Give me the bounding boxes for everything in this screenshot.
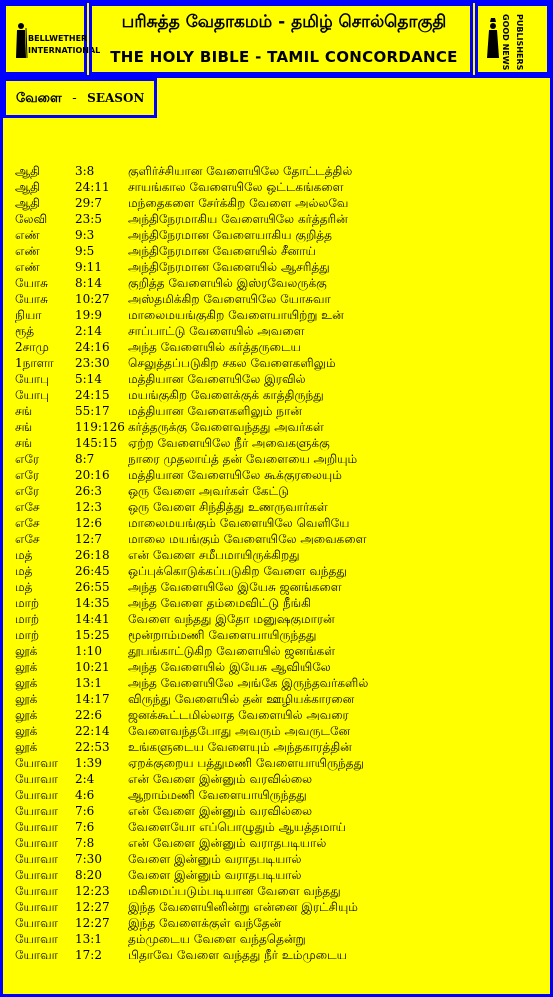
concordance-list [15,163,545,963]
entry-reference: 2:4 [75,772,95,786]
entry-reference: 8:7 [75,452,95,466]
list-item [15,195,545,211]
shepherd-icon [14,22,28,60]
entry-text: தூபங்காட்டுகிற வேளையில் ஜனங்கள் [128,644,336,658]
list-item [15,707,545,723]
entry-reference: 26:18 [75,548,110,562]
entry-text: அந்த வேளையிலே இயேசு ஜனங்களை [128,580,342,594]
list-item [15,515,545,531]
list-item [15,851,545,867]
entry-reference: 26:3 [75,484,102,498]
entry-text: அந்த வேளை தம்மைவிட்டு நீங்கி [128,596,311,610]
entry-text: வேளை வந்தது இதோ மனுஷகுமாரன் [128,612,335,626]
entry-book: எரே [15,468,40,482]
entry-text: இந்த வேளையினின்று என்னை இரட்சியும் [128,900,358,914]
entry-book: யோசு [15,276,48,290]
entry-text: என் வேளை இன்னும் வரவில்லை [128,804,313,818]
entry-book: எண் [15,228,40,242]
entry-book: 2சாமு [15,340,49,354]
list-item [15,659,545,675]
entry-text: அந்திநேரமான வேளையில் சீனாய் [128,244,316,258]
entry-book: யோவா [15,932,58,946]
entry-book: எரே [15,452,40,466]
entry-reference: 24:11 [75,180,110,194]
entry-book: யோபு [15,372,50,386]
entry-book: மாற் [15,596,40,610]
entry-text: மாலைமயங்குகிற வேளையாயிற்று உன் [128,308,344,322]
entry-book: யோவா [15,804,58,818]
list-item [15,931,545,947]
entry-reference: 24:15 [75,388,110,402]
entry-book: யோவா [15,868,58,882]
title-tamil: பரிசுத்த வேதாகமம் - தமிழ் சொல்தொகுதி [121,12,447,32]
entry-text: சாப்பாட்டு வேளையில் அவளை [128,324,305,338]
entry-book: லூக் [15,660,38,674]
entry-book: யோவா [15,948,58,962]
list-item [15,867,545,883]
entry-text: வேளையோ எப்பொழுதும் ஆயத்தமாய் [128,820,346,834]
entry-book: யோவா [15,756,58,770]
list-item [15,227,545,243]
list-item [15,323,545,339]
entry-reference: 13:1 [75,676,102,690]
list-item [15,691,545,707]
list-item [15,467,545,483]
list-item [15,899,545,915]
entry-book: எண் [15,260,40,274]
entry-reference: 7:6 [75,820,95,834]
entry-reference: 9:3 [75,228,95,242]
entry-text: மூன்றாம்மணி வேளையாயிருந்தது [128,628,317,642]
entry-text: ஏற்ற வேளையிலே நீர் அவைகளுக்கு [128,436,330,450]
entry-book: எரே [15,484,40,498]
entry-reference: 1:39 [75,756,102,770]
word-tamil: வேளை [16,91,62,106]
entry-reference: 13:1 [75,932,102,946]
title-english: THE HOLY BIBLE - TAMIL CONCORDANCE [110,48,458,66]
entry-reference: 17:2 [75,948,102,962]
entry-text: என் வேளை சமீபமாயிருக்கிறது [128,548,300,562]
list-item [15,883,545,899]
list-item [15,819,545,835]
entry-book: மாற் [15,628,40,642]
entry-text: மாலைமயங்கும் வேளையிலே வெளியே [128,516,350,530]
entry-reference: 26:55 [75,580,110,594]
list-item [15,579,545,595]
entry-text: ஏறக்குறைய பத்துமணி வேளையாயிருந்தது [128,756,364,770]
entry-reference: 9:5 [75,244,95,258]
list-item [15,499,545,515]
entry-reference: 12:6 [75,516,102,530]
entry-reference: 8:20 [75,868,102,882]
entry-book: யோபு [15,388,50,402]
entry-text: அந்திநேரமான வேளையாகிய குறித்த [128,228,332,242]
entry-book: யோவா [15,884,58,898]
entry-text: வேளை இன்னும் வராதபடியால் [128,868,302,882]
entry-text: ஒரு வேளை சிந்தித்து உணருவார்கள் [128,500,328,514]
entry-text: மயங்குகிற வேளைக்குக் காத்திருந்து [128,388,324,402]
entry-reference: 12:3 [75,500,102,514]
entry-book: எசே [15,532,40,546]
list-item [15,211,545,227]
entry-text: மகிமைப்படும்படியான வேளை வந்தது [128,884,341,898]
entry-reference: 29:7 [75,196,102,210]
logo-right-line-1: GOOD NEWS [501,14,510,71]
entry-text: ஆறாம்மணி வேளையாயிருந்தது [128,788,307,802]
entry-book: எசே [15,516,40,530]
entry-reference: 3:8 [75,164,95,178]
entry-reference: 14:41 [75,612,110,626]
entry-reference: 12:7 [75,532,102,546]
entry-reference: 7:30 [75,852,102,866]
list-item [15,243,545,259]
entry-text: மந்தைகளை சேர்க்கிற வேளை அல்லவே [128,196,349,210]
list-item [15,947,545,963]
entry-reference: 9:11 [75,260,102,274]
list-item [15,547,545,563]
word-heading [3,78,157,118]
entry-book: மத் [15,580,33,594]
entry-reference: 23:30 [75,356,110,370]
entry-text: அஸ்தமிக்கிற வேளையிலே யோசுவா [128,292,331,306]
logo-line-1: BELLWETHER [28,34,88,43]
entry-text: நாரை முதலாய்த் தன் வேளையை அறியும் [128,452,358,466]
list-item [15,371,545,387]
list-item [15,803,545,819]
entry-book: நியா [15,308,42,322]
entry-reference: 7:8 [75,836,95,850]
entry-reference: 12:27 [75,916,110,930]
entry-book: எண் [15,244,40,258]
list-item [15,307,545,323]
entry-book: யோவா [15,772,58,786]
list-item [15,275,545,291]
entry-text: மத்தியான வேளைகளிலும் நான் [128,404,302,418]
entry-text: தம்முடைய வேளை வந்ததென்று [128,932,306,946]
entry-reference: 5:14 [75,372,102,386]
entry-book: ரூத் [15,324,35,338]
entry-text: செலுத்தப்படுகிற சகல வேளைகளிலும் [128,356,336,370]
entry-reference: 23:5 [75,212,102,226]
entry-book: லேவி [15,212,48,226]
entry-book: யோவா [15,820,58,834]
entry-reference: 14:35 [75,596,110,610]
entry-book: சங் [15,404,33,418]
entry-book: ஆதி [15,180,41,194]
entry-text: அந்த வேளையில் கர்த்தருடைய [128,340,301,354]
entry-text: ஒரு வேளை அவர்கள் கேட்டு [128,484,289,498]
entry-reference: 12:23 [75,884,110,898]
list-item [15,675,545,691]
entry-text: விருந்து வேளையில் தன் ஊழியக்காரனை [128,692,355,706]
entry-book: மத் [15,548,33,562]
entry-book: லூக் [15,724,38,738]
entry-reference: 119:126 [75,420,125,434]
entry-reference: 1:10 [75,644,102,658]
entry-text: ஜனக்கூட்டமில்லாத வேளையில் அவரை [128,708,349,722]
entry-book: யோவா [15,836,58,850]
entry-book: 1நாளா [15,356,54,370]
entry-book: சங் [15,436,33,450]
entry-text: மாலை மயங்கும் வேளையிலே அவைகளை [128,532,367,546]
entry-text: மத்தியான வேளையிலே இரவில் [128,372,306,386]
list-item [15,531,545,547]
entry-text: அந்திநேரமாகிய வேளையிலே கர்த்தரின் [128,212,348,226]
list-item [15,723,545,739]
list-item [15,355,545,371]
entry-reference: 7:6 [75,804,95,818]
entry-book: லூக் [15,644,38,658]
entry-text: குளிர்ச்சியான வேளையிலே தோட்டத்தில் [128,164,353,178]
entry-text: மத்தியான வேளையிலே கூக்குரலையும் [128,468,342,482]
entry-reference: 15:25 [75,628,110,642]
entry-text: குறித்த வேளையில் இஸ்ரவேலருக்கு [128,276,327,290]
list-item [15,339,545,355]
entry-reference: 10:27 [75,292,110,306]
title-box [89,3,473,75]
entry-book: எசே [15,500,40,514]
entry-text: அந்த வேளையில் இயேசு ஆவியிலே [128,660,331,674]
entry-text: என் வேளை இன்னும் வராதபடியால் [128,836,327,850]
word-english: SEASON [87,91,145,105]
list-item [15,787,545,803]
list-item [15,835,545,851]
lamp-figure-icon [486,18,500,60]
entry-text: ஒப்புக்கொடுக்கப்படுகிற வேளை வந்தது [128,564,347,578]
entry-text: உங்களுடைய வேளையும் அந்தகாரத்தின் [128,740,352,754]
entry-text: என் வேளை இன்னும் வரவில்லை [128,772,313,786]
entry-reference: 55:17 [75,404,110,418]
entry-book: யோவா [15,852,58,866]
list-item [15,179,545,195]
entry-book: யோவா [15,900,58,914]
list-item [15,771,545,787]
list-item [15,163,545,179]
entry-reference: 20:16 [75,468,110,482]
entry-book: சங் [15,420,33,434]
list-item [15,595,545,611]
logo-line-2: INTERNATIONAL [28,46,101,55]
entry-book: லூக் [15,676,38,690]
entry-book: யோவா [15,788,58,802]
entry-book: யோசு [15,292,48,306]
list-item [15,419,545,435]
good-news-logo [475,3,550,75]
logo-right-line-2: PUBLISHERS [515,14,524,71]
entry-book: லூக் [15,708,38,722]
list-item [15,739,545,755]
list-item [15,291,545,307]
entry-text: கர்த்தருக்கு வேளைவந்தது அவர்கள் [128,420,324,434]
entry-book: லூக் [15,692,38,706]
entry-reference: 22:14 [75,724,110,738]
entry-book: ஆதி [15,164,41,178]
entry-text: இந்த வேளைக்குள் வந்தேன் [128,916,282,930]
entry-reference: 2:14 [75,324,102,338]
entry-book: மாற் [15,612,40,626]
list-item [15,483,545,499]
list-item [15,451,545,467]
entry-reference: 22:6 [75,708,102,722]
list-item [15,387,545,403]
list-item [15,611,545,627]
entry-text: வேளைவந்தபோது அவரும் அவருடனே [128,724,351,738]
entry-book: மத் [15,564,33,578]
entry-book: ஆதி [15,196,41,210]
entry-reference: 8:14 [75,276,102,290]
entry-reference: 22:53 [75,740,110,754]
bellwether-logo [3,3,101,75]
entry-reference: 12:27 [75,900,110,914]
entry-reference: 24:16 [75,340,110,354]
entry-text: வேளை இன்னும் வராதபடியால் [128,852,302,866]
list-item [15,435,545,451]
entry-text: அந்திநேரமான வேளையில் ஆசரித்து [128,260,330,274]
entry-text: அந்த வேளையிலே அங்கே இருந்தவர்களில் [128,676,369,690]
list-item [15,915,545,931]
entry-reference: 19:9 [75,308,102,322]
entry-text: சாயங்கால வேளையிலே ஒட்டகங்களை [128,180,344,194]
entry-reference: 4:6 [75,788,95,802]
list-item [15,563,545,579]
entry-reference: 145:15 [75,436,118,450]
list-item [15,627,545,643]
list-item [15,643,545,659]
list-item [15,403,545,419]
entry-book: லூக் [15,740,38,754]
entry-book: யோவா [15,916,58,930]
entry-reference: 26:45 [75,564,110,578]
list-item [15,755,545,771]
word-dash: - [72,91,77,106]
entry-text: பிதாவே வேளை வந்தது நீர் உம்முடைய [128,948,347,962]
entry-reference: 14:17 [75,692,110,706]
list-item [15,259,545,275]
entry-reference: 10:21 [75,660,110,674]
